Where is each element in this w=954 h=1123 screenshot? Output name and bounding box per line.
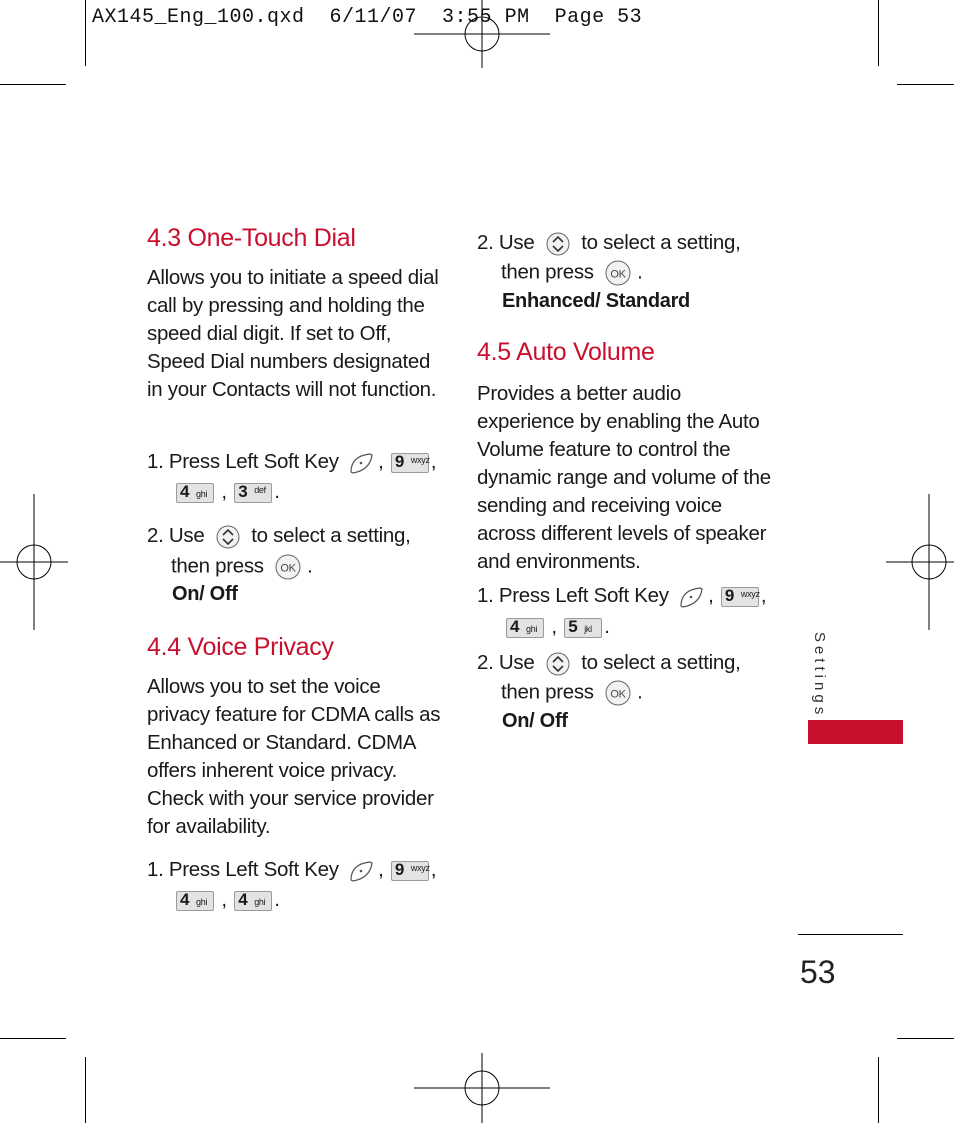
step-2-then-press: then press OK . [171, 554, 313, 580]
step-text: 1. Press Left Soft Key [147, 450, 339, 473]
section-body-voice-privacy: Allows you to set the voice privacy feature for CDMA calls as Enhanced or Standard. CDMA offers inherent voice privacy. Check with your service provider for availability. [147, 675, 441, 838]
left-soft-key-icon [678, 586, 704, 608]
step-1-keys-continued: 4 ghi , 3 def . [174, 480, 280, 504]
ok-key-icon [605, 680, 631, 706]
step-2-then-press: then press OK . [501, 260, 643, 286]
page-number: 53 [800, 954, 836, 990]
step-2-one-touch-dial: 2. Use to select a setting, [147, 524, 411, 547]
crop-mark [878, 1057, 879, 1123]
key-9-wxyz: 9 wxyz [721, 587, 759, 607]
step-2-auto-volume: 2. Use to select a setting, [477, 651, 741, 674]
svg-text:OK: OK [280, 562, 296, 575]
section-title-one-touch-dial: 4.3 One-Touch Dial [147, 224, 356, 252]
section-body-auto-volume: Provides a better audio experience by enabling the Auto Volume feature to control the dynamic range and volume of the sending and receiving voice across different levels of speaker and environments. [477, 382, 771, 573]
navigation-key-icon [546, 232, 570, 256]
step-1-keys-continued: 4 ghi , 5 jkl . [504, 615, 610, 639]
step-2-then-press: then press OK . [501, 680, 643, 706]
options-voice-privacy: Enhanced/ Standard [502, 290, 690, 312]
registration-mark-left [0, 494, 70, 630]
left-soft-key-icon [348, 860, 374, 882]
crop-mark [0, 1038, 66, 1039]
section-body-one-touch-dial: Allows you to initiate a speed dial call by pressing and holding the speed dial digit. If set to Off, Speed Dial numbers designated in your Contacts will not function. [147, 266, 439, 401]
page-number-rule [798, 934, 903, 935]
crop-mark [85, 0, 86, 66]
key-5-jkl: 5 jkl [564, 618, 602, 638]
key-4-ghi: 4 ghi [506, 618, 544, 638]
crop-mark [0, 84, 66, 85]
registration-mark-right [884, 494, 954, 630]
ok-key-icon [605, 260, 631, 286]
svg-text:OK: OK [610, 268, 626, 281]
key-4-ghi: 4 ghi [176, 891, 214, 911]
key-9-wxyz: 9 wxyz [391, 861, 429, 881]
key-4-ghi: 4 ghi [234, 891, 272, 911]
crop-mark [897, 1038, 954, 1039]
left-soft-key-icon [348, 452, 374, 474]
section-title-voice-privacy: 4.4 Voice Privacy [147, 633, 334, 661]
ok-key-icon [275, 554, 301, 580]
crop-mark [897, 84, 954, 85]
print-slug: AX145_Eng_100.qxd 6/11/07 3:55 PM Page 53 [92, 6, 643, 29]
options-auto-volume: On/ Off [502, 710, 568, 732]
side-tab-label: Settings [811, 632, 828, 719]
key-9-wxyz: 9 wxyz [391, 453, 429, 473]
registration-mark-bottom [414, 1053, 550, 1123]
navigation-key-icon [216, 525, 240, 549]
crop-mark [878, 0, 879, 66]
step-1-voice-privacy: 1. Press Left Soft Key , 9 wxyz , [147, 858, 437, 881]
section-title-auto-volume: 4.5 Auto Volume [477, 338, 655, 366]
step-2-voice-privacy: 2. Use to select a setting, [477, 231, 741, 254]
step-1-auto-volume: 1. Press Left Soft Key , 9 wxyz , [477, 584, 767, 607]
side-tab-marker [808, 720, 903, 744]
step-1-one-touch-dial: 1. Press Left Soft Key , 9 wxyz , [147, 450, 437, 473]
navigation-key-icon [546, 652, 570, 676]
key-4-ghi: 4 ghi [176, 483, 214, 503]
step-1-keys-continued: 4 ghi , 4 ghi . [174, 888, 280, 912]
svg-text:OK: OK [610, 688, 626, 701]
crop-mark [85, 1057, 86, 1123]
key-3-def: 3 def [234, 483, 272, 503]
options-one-touch-dial: On/ Off [172, 583, 238, 605]
